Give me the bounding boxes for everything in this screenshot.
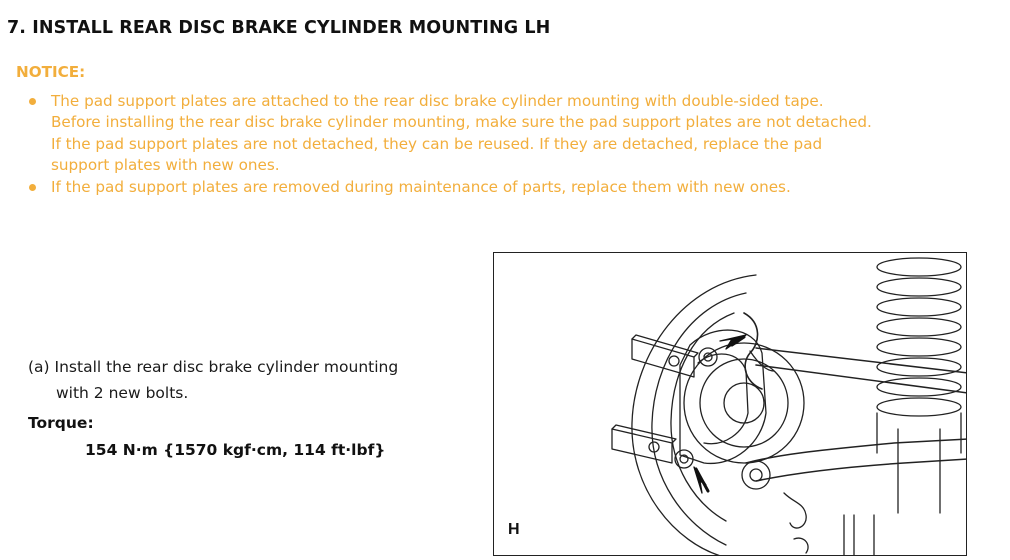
brake-drawing [494, 253, 967, 556]
torque-value: 154 N·m {1570 kgf·cm, 114 ft·lbf} [85, 441, 386, 459]
step-instruction [28, 354, 458, 406]
notice-line: If the pad support plates are not detached, they can be reused. If they are detached, replace the pad [51, 134, 823, 153]
bullet-icon [29, 184, 36, 191]
figure-label: H [508, 521, 520, 538]
coil-spring [877, 258, 961, 513]
torque-label: Torque: [28, 414, 94, 432]
section-title: 7. INSTALL REAR DISC BRAKE CYLINDER MOUNTING LH [7, 18, 551, 38]
notice-line: Before installing the rear disc brake cylinder mounting, make sure the pad support plates are not detached. [51, 113, 872, 131]
notice-box [16, 62, 1001, 198]
step-line: (a) Install the rear disc brake cylinder mounting [28, 358, 399, 376]
notice-line: support plates with new ones. [51, 156, 280, 174]
brake-illustration [493, 252, 967, 556]
bolt-arrow-icon [694, 467, 708, 493]
bullet-icon [29, 98, 36, 105]
caliper-mount-bottom [612, 429, 672, 463]
notice-item [16, 177, 1001, 199]
disc-rotor [632, 275, 756, 556]
notice-item [16, 91, 1001, 177]
notice-list [16, 91, 1001, 199]
notice-line: If the pad support plates are removed during maintenance of parts, replace them with new ones. [51, 177, 791, 196]
notice-title: NOTICE: [16, 63, 86, 81]
step-line: with 2 new bolts. [56, 384, 189, 402]
caliper-mount-top [632, 339, 694, 377]
notice-line: The pad support plates are attached to the rear disc brake cylinder mounting with double-sided tape. [51, 91, 824, 110]
